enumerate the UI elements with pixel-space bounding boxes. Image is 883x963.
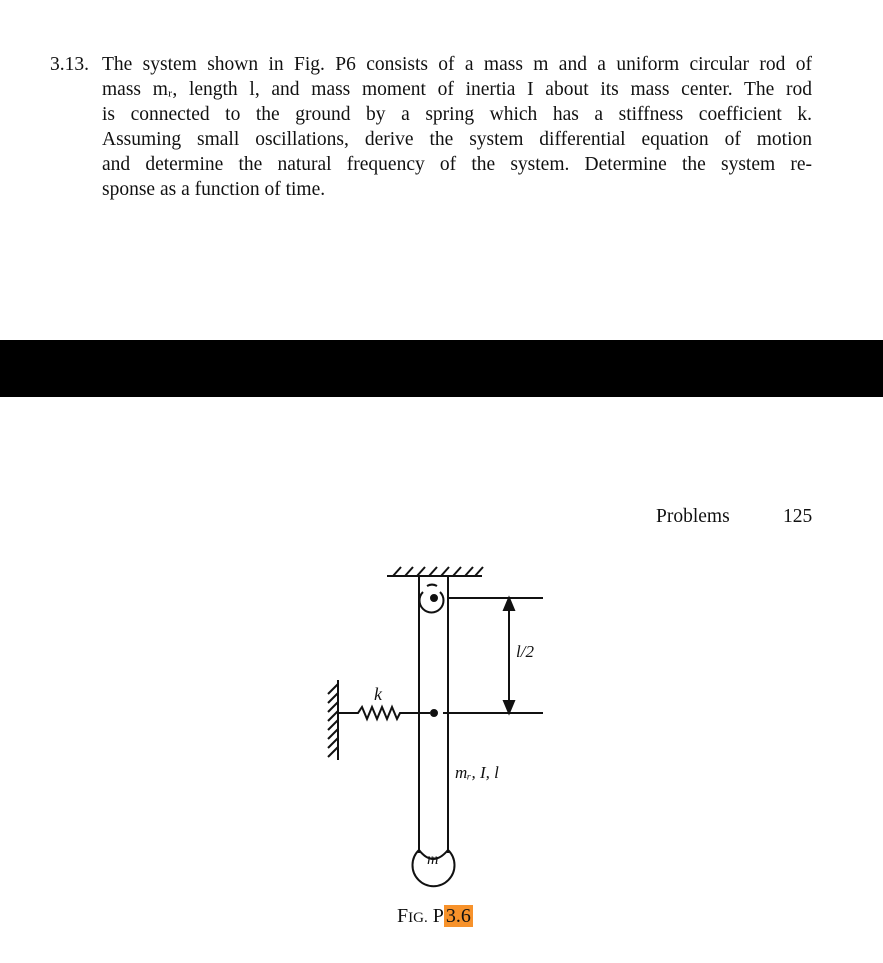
pivot-point — [431, 595, 437, 601]
caption-prefix-smallcaps: IG. — [408, 910, 428, 926]
figure-caption — [397, 905, 473, 928]
half-length-label: l/2 — [516, 642, 534, 661]
caption-p: P — [427, 905, 444, 927]
mass-center-point — [431, 710, 437, 716]
arrow-down-head — [504, 701, 514, 713]
problem-number: 3.13. — [50, 54, 89, 75]
caption-prefix: F — [397, 905, 409, 927]
spring — [338, 707, 430, 719]
spring-label: k — [374, 684, 382, 704]
rod-properties-label: mᵣ, I, l — [455, 763, 499, 782]
problem-line: and determine the natural frequency of the system. Determine the system re- — [102, 154, 812, 175]
caption-highlighted-number: 3.6 — [445, 905, 471, 927]
arrow-up-head — [504, 598, 514, 610]
problem-line: The system shown in Fig. P6 consists of a mass m and a uniform circular rod of — [102, 54, 812, 75]
mass-label: m — [427, 851, 439, 868]
running-head-title: Problems — [656, 506, 730, 527]
problem-line: sponse as a function of time. — [102, 179, 326, 200]
problem-line: mass mᵣ, length l, and mass moment of inertia I about its mass center. The rod — [102, 79, 812, 100]
problem-line: Assuming small oscillations, derive the system differential equation of motion — [102, 129, 812, 150]
page-number: 125 — [783, 506, 813, 527]
ceiling-support — [387, 567, 483, 576]
problem-line: is connected to the ground by a spring which has a stiffness coefficient k. — [102, 104, 812, 125]
wall-support — [328, 680, 338, 760]
